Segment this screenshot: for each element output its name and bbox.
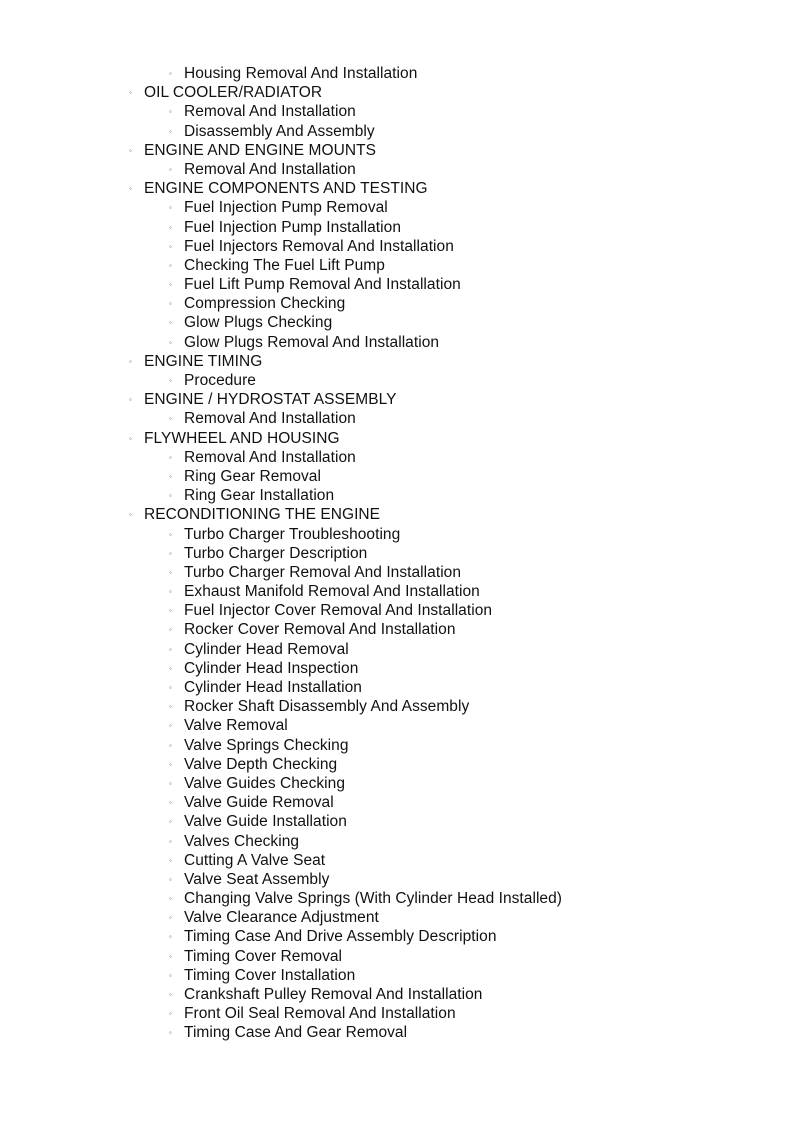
circle-bullet-icon: ◦ xyxy=(169,836,172,846)
outline-section-item xyxy=(0,505,794,524)
circle-bullet-icon: ◦ xyxy=(169,567,172,577)
outline-subitem xyxy=(0,525,794,544)
circle-bullet-icon: ◦ xyxy=(169,1009,172,1019)
circle-bullet-icon: ◦ xyxy=(169,107,172,117)
circle-bullet-icon: ◦ xyxy=(169,970,172,980)
circle-bullet-icon: ◦ xyxy=(169,376,172,385)
circle-bullet-icon: ◦ xyxy=(129,395,132,405)
outline-subitem xyxy=(0,409,794,428)
circle-bullet-icon: ◦ xyxy=(169,471,172,481)
outline-subitem xyxy=(0,927,794,946)
outline-subitem xyxy=(0,275,794,294)
outline-subitem xyxy=(0,218,794,237)
outline-item-text: Valve Seat Assembly xyxy=(184,870,330,888)
circle-bullet-icon: ◦ xyxy=(169,855,172,865)
outline-subitem xyxy=(0,985,794,1004)
outline-section-item xyxy=(0,352,794,371)
circle-bullet-icon: ◦ xyxy=(169,587,172,597)
outline-item-text: Glow Plugs Removal And Installation xyxy=(184,333,440,351)
outline-section-item xyxy=(0,429,794,448)
outline-item-text: Timing Cover Removal xyxy=(184,947,343,965)
circle-bullet-icon: ◦ xyxy=(169,1028,172,1038)
outline-subitem xyxy=(0,448,794,467)
circle-bullet-icon: ◦ xyxy=(169,721,172,731)
outline-subitem xyxy=(0,947,794,966)
circle-bullet-icon: ◦ xyxy=(169,69,172,78)
circle-bullet-icon: ◦ xyxy=(169,625,172,635)
outline-section-item xyxy=(0,179,794,198)
outline-subitem xyxy=(0,544,794,563)
circle-bullet-icon: ◦ xyxy=(169,894,172,904)
outline-item-text: Changing Valve Springs (With Cylinder Head Installed) xyxy=(184,890,562,908)
outline-item-text: Front Oil Seal Removal And Installation xyxy=(184,1005,456,1023)
circle-bullet-icon: ◦ xyxy=(169,778,172,788)
outline-item-text: Removal And Installation xyxy=(184,160,356,178)
outline-item-text: ENGINE / HYDROSTAT ASSEMBLY xyxy=(144,391,397,409)
outline-subitem xyxy=(0,601,794,620)
outline-item-text: Removal And Installation xyxy=(184,410,356,428)
outline-subitem xyxy=(0,313,794,332)
outline-item-text: Turbo Charger Troubleshooting xyxy=(184,525,401,543)
circle-bullet-icon: ◦ xyxy=(169,874,172,884)
outline-subitem xyxy=(0,678,794,697)
circle-bullet-icon: ◦ xyxy=(129,88,132,98)
outline-item-text: FLYWHEEL AND HOUSING xyxy=(144,429,340,447)
circle-bullet-icon: ◦ xyxy=(169,280,172,290)
outline-item-text: Ring Gear Removal xyxy=(184,467,321,485)
outline-subitem xyxy=(0,486,794,505)
outline-subitem xyxy=(0,1004,794,1023)
outline-item-text: Valve Guide Installation xyxy=(184,813,347,831)
circle-bullet-icon: ◦ xyxy=(169,529,172,539)
outline-subitem xyxy=(0,966,794,985)
outline-item-text: Removal And Installation xyxy=(184,103,356,121)
circle-bullet-icon: ◦ xyxy=(169,241,172,251)
circle-bullet-icon: ◦ xyxy=(169,702,172,712)
outline-subitem xyxy=(0,851,794,870)
outline-item-text: Valve Removal xyxy=(184,717,288,735)
circle-bullet-icon: ◦ xyxy=(169,951,172,961)
circle-bullet-icon: ◦ xyxy=(169,318,172,328)
outline-item-text: Housing Removal And Installation xyxy=(184,65,418,82)
outline-subitem xyxy=(0,256,794,275)
circle-bullet-icon: ◦ xyxy=(169,644,172,654)
outline-item-text: ENGINE AND ENGINE MOUNTS xyxy=(144,141,377,159)
outline-subitem xyxy=(0,1023,794,1042)
outline-item-text: Cylinder Head Removal xyxy=(184,640,349,658)
outline-section-item xyxy=(0,83,794,102)
circle-bullet-icon: ◦ xyxy=(169,203,172,213)
circle-bullet-icon: ◦ xyxy=(169,990,172,999)
outline-subitem xyxy=(0,755,794,774)
outline-subitem xyxy=(0,832,794,851)
outline-subitem xyxy=(0,908,794,927)
outline-subitem xyxy=(0,64,794,83)
circle-bullet-icon: ◦ xyxy=(129,184,132,194)
outline-subitem xyxy=(0,793,794,812)
circle-bullet-icon: ◦ xyxy=(169,414,172,424)
outline-subitem xyxy=(0,582,794,601)
outline-item-text: Rocker Cover Removal And Installation xyxy=(184,621,456,639)
circle-bullet-icon: ◦ xyxy=(169,913,172,923)
outline-subitem xyxy=(0,467,794,486)
outline-item-text: Rocker Shaft Disassembly And Assembly xyxy=(184,698,470,716)
outline-item-text: Valve Guide Removal xyxy=(184,794,334,812)
circle-bullet-icon: ◦ xyxy=(129,356,132,366)
outline-item-text: Fuel Lift Pump Removal And Installation xyxy=(184,276,461,294)
outline-subitem xyxy=(0,563,794,582)
outline-subitem xyxy=(0,697,794,716)
outline-subitem xyxy=(0,870,794,889)
circle-bullet-icon: ◦ xyxy=(169,260,172,270)
outline-item-text: Removal And Installation xyxy=(184,448,356,466)
outline-item-text: Fuel Injection Pump Installation xyxy=(184,218,401,236)
outline-item-text: Turbo Charger Description xyxy=(184,544,368,562)
circle-bullet-icon: ◦ xyxy=(169,606,172,616)
outline-item-text: Checking The Fuel Lift Pump xyxy=(184,256,385,274)
outline-subitem xyxy=(0,122,794,141)
outline-subitem xyxy=(0,716,794,735)
outline-item-text: Timing Cover Installation xyxy=(184,966,356,984)
outline-subitem xyxy=(0,640,794,659)
outline-section-item xyxy=(0,390,794,409)
circle-bullet-icon: ◦ xyxy=(169,299,172,309)
outline-item-text: Cutting A Valve Seat xyxy=(184,851,326,869)
circle-bullet-icon: ◦ xyxy=(169,663,172,673)
outline-subitem xyxy=(0,889,794,908)
outline-item-text: Glow Plugs Checking xyxy=(184,314,333,332)
circle-bullet-icon: ◦ xyxy=(169,817,172,827)
circle-bullet-icon: ◦ xyxy=(169,798,172,808)
outline-item-text: Cylinder Head Installation xyxy=(184,679,362,696)
outline-item-text: Valve Depth Checking xyxy=(184,755,338,773)
outline-item-text: Valve Guides Checking xyxy=(184,774,346,792)
outline-subitem xyxy=(0,237,794,256)
outline-section-item xyxy=(0,141,794,160)
outline-subitem xyxy=(0,333,794,352)
outline-item-text: Ring Gear Installation xyxy=(184,487,335,505)
circle-bullet-icon: ◦ xyxy=(129,433,132,443)
outline-item-text: ENGINE COMPONENTS AND TESTING xyxy=(144,180,428,198)
outline-subitem xyxy=(0,294,794,313)
outline-subitem xyxy=(0,812,794,831)
outline-subitem xyxy=(0,160,794,179)
circle-bullet-icon: ◦ xyxy=(169,683,172,692)
outline-item-text: Crankshaft Pulley Removal And Installation xyxy=(184,986,483,1003)
outline-subitem xyxy=(0,198,794,217)
outline-subitem xyxy=(0,774,794,793)
outline-item-text: ENGINE TIMING xyxy=(144,352,263,370)
outline-item-text: Disassembly And Assembly xyxy=(184,122,375,140)
circle-bullet-icon: ◦ xyxy=(169,222,172,232)
circle-bullet-icon: ◦ xyxy=(169,164,172,174)
circle-bullet-icon: ◦ xyxy=(169,126,172,136)
circle-bullet-icon: ◦ xyxy=(169,491,172,501)
outline-subitem xyxy=(0,371,794,390)
outline-item-text: Fuel Injectors Removal And Installation xyxy=(184,237,454,255)
outline-item-text: Fuel Injection Pump Removal xyxy=(184,199,388,217)
outline-item-text: Exhaust Manifold Removal And Installation xyxy=(184,583,480,601)
outline-item-text: Turbo Charger Removal And Installation xyxy=(184,563,462,581)
outline-item-text: Timing Case And Gear Removal xyxy=(184,1024,408,1042)
outline-subitem xyxy=(0,736,794,755)
circle-bullet-icon: ◦ xyxy=(169,759,172,769)
outline-item-text: Valves Checking xyxy=(184,832,300,850)
outline-item-text: Valve Springs Checking xyxy=(184,736,349,754)
outline-item-text: Valve Clearance Adjustment xyxy=(184,909,379,927)
outline-subitem xyxy=(0,620,794,639)
outline-item-text: Cylinder Head Inspection xyxy=(184,659,359,677)
circle-bullet-icon: ◦ xyxy=(169,337,172,347)
circle-bullet-icon: ◦ xyxy=(169,452,172,462)
circle-bullet-icon: ◦ xyxy=(129,145,132,155)
circle-bullet-icon: ◦ xyxy=(169,548,172,558)
outline-item-text: OIL COOLER/RADIATOR xyxy=(144,84,323,102)
outline-item-text: Compression Checking xyxy=(184,295,346,313)
outline-item-text: Procedure xyxy=(184,372,256,389)
outline-item-text: RECONDITIONING THE ENGINE xyxy=(144,506,381,524)
circle-bullet-icon: ◦ xyxy=(129,510,132,520)
outline-subitem xyxy=(0,102,794,121)
outline-item-text: Fuel Injector Cover Removal And Installation xyxy=(184,602,493,620)
circle-bullet-icon: ◦ xyxy=(169,932,172,942)
outline-subitem xyxy=(0,659,794,678)
outline-item-text: Timing Case And Drive Assembly Description xyxy=(184,928,497,946)
circle-bullet-icon: ◦ xyxy=(169,740,172,750)
